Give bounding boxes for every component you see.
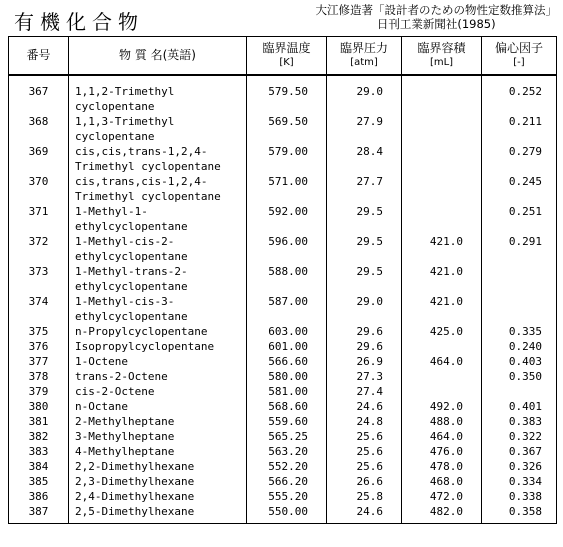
cell-pc: 25.6: [327, 429, 402, 444]
cell-no: 372: [9, 234, 69, 264]
cell-omega: 0.403: [482, 354, 557, 369]
table-row: [9, 144, 557, 174]
cell-omega: 0.326: [482, 459, 557, 474]
cell-no: 368: [9, 114, 69, 144]
table-header-row: [9, 37, 557, 76]
cell-tc: 569.50: [247, 114, 327, 144]
cell-pc: 25.8: [327, 489, 402, 504]
cell-name: [69, 414, 247, 429]
cell-pc: 29.5: [327, 204, 402, 234]
cell-pc: 27.4: [327, 384, 402, 399]
cell-no: 376: [9, 339, 69, 354]
header-omega: 偏心因子 [-]: [482, 37, 557, 76]
name-line: cis-2-Octene: [75, 385, 155, 398]
cell-omega: [482, 264, 557, 294]
properties-table: [8, 36, 557, 524]
cell-tc: 592.00: [247, 204, 327, 234]
header-tc: 臨界温度 [K]: [247, 37, 327, 76]
cell-pc: 27.9: [327, 114, 402, 144]
name-line: ethylcyclopentane: [75, 280, 188, 293]
cell-tc: 588.00: [247, 264, 327, 294]
cell-omega: 0.251: [482, 204, 557, 234]
cell-name: [69, 144, 247, 174]
name-line: 1,1,2-Trimethyl: [75, 85, 175, 98]
cell-vc: [402, 384, 482, 399]
cell-tc: 596.00: [247, 234, 327, 264]
table-row: [9, 429, 557, 444]
cell-pc: 29.0: [327, 75, 402, 114]
cell-vc: [402, 339, 482, 354]
cell-tc: 579.50: [247, 75, 327, 114]
cell-omega: 0.350: [482, 369, 557, 384]
cell-vc: 421.0: [402, 234, 482, 264]
table-row: [9, 324, 557, 339]
cell-no: 371: [9, 204, 69, 234]
name-line: 1,1,3-Trimethyl: [75, 115, 175, 128]
cell-vc: 464.0: [402, 354, 482, 369]
cell-tc: 566.60: [247, 354, 327, 369]
table-row: [9, 399, 557, 414]
name-line: 4-Methylheptane: [75, 445, 175, 458]
cell-omega: 0.252: [482, 75, 557, 114]
cell-vc: 492.0: [402, 399, 482, 414]
cell-name: [69, 75, 247, 114]
cell-vc: 421.0: [402, 264, 482, 294]
cell-tc: 550.00: [247, 504, 327, 524]
page-title: 有機化合物: [14, 10, 144, 34]
table-row: [9, 294, 557, 324]
name-line: 1-Methyl-1-: [75, 205, 148, 218]
cell-vc: 472.0: [402, 489, 482, 504]
cell-omega: 0.334: [482, 474, 557, 489]
cell-name: [69, 459, 247, 474]
cell-name: [69, 204, 247, 234]
cell-omega: 0.322: [482, 429, 557, 444]
header-name: 物 質 名(英語): [69, 37, 247, 76]
cell-name: [69, 369, 247, 384]
name-line: 3-Methylheptane: [75, 430, 175, 443]
name-line: 1-Methyl-trans-2-: [75, 265, 188, 278]
cell-name: [69, 474, 247, 489]
cell-omega: [482, 294, 557, 324]
name-line: 2,5-Dimethylhexane: [75, 505, 195, 518]
cell-no: 378: [9, 369, 69, 384]
cell-pc: 28.4: [327, 144, 402, 174]
table-row: [9, 204, 557, 234]
name-line: Isopropylcyclopentane: [75, 340, 215, 353]
table-row: [9, 504, 557, 524]
cell-omega: 0.279: [482, 144, 557, 174]
name-line: trans-2-Octene: [75, 370, 168, 383]
cell-tc: 552.20: [247, 459, 327, 474]
name-line: cyclopentane: [75, 100, 155, 113]
cell-pc: 25.6: [327, 444, 402, 459]
cell-name: [69, 384, 247, 399]
table-row: [9, 114, 557, 144]
header-no: 番号: [9, 37, 69, 76]
cell-pc: 27.3: [327, 369, 402, 384]
cell-vc: 468.0: [402, 474, 482, 489]
table-body: [9, 75, 557, 524]
table-row: [9, 75, 557, 114]
cell-omega: 0.358: [482, 504, 557, 524]
name-line: n-Propylcyclopentane: [75, 325, 208, 338]
cell-pc: 29.5: [327, 234, 402, 264]
cell-pc: 24.6: [327, 504, 402, 524]
cell-vc: 421.0: [402, 294, 482, 324]
cell-no: 373: [9, 264, 69, 294]
cell-tc: 566.20: [247, 474, 327, 489]
cell-vc: [402, 174, 482, 204]
cell-pc: 24.8: [327, 414, 402, 429]
cell-tc: 565.25: [247, 429, 327, 444]
cell-pc: 26.6: [327, 474, 402, 489]
table-row: [9, 414, 557, 429]
header-pc: 臨界圧力 [atm]: [327, 37, 402, 76]
cell-name: [69, 114, 247, 144]
cell-no: 377: [9, 354, 69, 369]
source-citation: [316, 3, 558, 31]
cell-no: 383: [9, 444, 69, 459]
cell-vc: 476.0: [402, 444, 482, 459]
cell-name: [69, 264, 247, 294]
cell-pc: 27.7: [327, 174, 402, 204]
cell-pc: 29.6: [327, 339, 402, 354]
cell-tc: 568.60: [247, 399, 327, 414]
cell-tc: 563.20: [247, 444, 327, 459]
cell-name: [69, 399, 247, 414]
cell-pc: 29.5: [327, 264, 402, 294]
cell-vc: 464.0: [402, 429, 482, 444]
cell-pc: 24.6: [327, 399, 402, 414]
cell-name: [69, 324, 247, 339]
cell-vc: 488.0: [402, 414, 482, 429]
cell-no: 367: [9, 75, 69, 114]
cell-no: 386: [9, 489, 69, 504]
header-vc: 臨界容積 [mL]: [402, 37, 482, 76]
table-row: [9, 444, 557, 459]
cell-omega: 0.245: [482, 174, 557, 204]
cell-omega: 0.338: [482, 489, 557, 504]
name-line: n-Octane: [75, 400, 128, 413]
cell-tc: 581.00: [247, 384, 327, 399]
name-line: cis,cis,trans-1,2,4-: [75, 145, 208, 158]
cell-tc: 587.00: [247, 294, 327, 324]
cell-vc: [402, 144, 482, 174]
cell-omega: 0.401: [482, 399, 557, 414]
cell-name: [69, 174, 247, 204]
table-row: [9, 234, 557, 264]
cell-tc: 555.20: [247, 489, 327, 504]
source-line-2: 日刊工業新聞社(1985): [376, 17, 496, 31]
name-line: Trimethyl cyclopentane: [75, 190, 221, 203]
cell-no: 385: [9, 474, 69, 489]
name-line: 2,3-Dimethylhexane: [75, 475, 195, 488]
cell-name: [69, 429, 247, 444]
name-line: cis,trans,cis-1,2,4-: [75, 175, 208, 188]
source-line-1: 大江修造著「設計者のための物性定数推算法」: [315, 3, 557, 17]
cell-no: 387: [9, 504, 69, 524]
cell-omega: [482, 384, 557, 399]
cell-no: 379: [9, 384, 69, 399]
cell-name: [69, 294, 247, 324]
name-line: ethylcyclopentane: [75, 250, 188, 263]
cell-tc: 580.00: [247, 369, 327, 384]
table-row: [9, 489, 557, 504]
name-line: 2,2-Dimethylhexane: [75, 460, 195, 473]
name-line: cyclopentane: [75, 130, 155, 143]
cell-omega: 0.211: [482, 114, 557, 144]
cell-pc: 29.6: [327, 324, 402, 339]
name-line: Trimethyl cyclopentane: [75, 160, 221, 173]
cell-tc: 571.00: [247, 174, 327, 204]
cell-omega: 0.291: [482, 234, 557, 264]
cell-name: [69, 504, 247, 524]
cell-pc: 25.6: [327, 459, 402, 474]
table-row: [9, 459, 557, 474]
table-row: [9, 264, 557, 294]
cell-no: 384: [9, 459, 69, 474]
cell-vc: [402, 75, 482, 114]
cell-omega: 0.240: [482, 339, 557, 354]
table-row: [9, 384, 557, 399]
cell-vc: 425.0: [402, 324, 482, 339]
table-row: [9, 339, 557, 354]
table-row: [9, 174, 557, 204]
cell-vc: [402, 204, 482, 234]
cell-no: 369: [9, 144, 69, 174]
cell-pc: 26.9: [327, 354, 402, 369]
cell-tc: 579.00: [247, 144, 327, 174]
name-line: ethylcyclopentane: [75, 220, 188, 233]
cell-omega: 0.335: [482, 324, 557, 339]
cell-vc: [402, 114, 482, 144]
name-line: 1-Methyl-cis-3-: [75, 295, 175, 308]
cell-tc: 559.60: [247, 414, 327, 429]
cell-tc: 603.00: [247, 324, 327, 339]
cell-name: [69, 339, 247, 354]
name-line: 1-Octene: [75, 355, 128, 368]
name-line: 1-Methyl-cis-2-: [75, 235, 175, 248]
name-line: ethylcyclopentane: [75, 310, 188, 323]
cell-pc: 29.0: [327, 294, 402, 324]
cell-tc: 601.00: [247, 339, 327, 354]
name-line: 2-Methylheptane: [75, 415, 175, 428]
cell-no: 382: [9, 429, 69, 444]
cell-no: 374: [9, 294, 69, 324]
cell-vc: 482.0: [402, 504, 482, 524]
cell-no: 370: [9, 174, 69, 204]
cell-no: 375: [9, 324, 69, 339]
cell-name: [69, 489, 247, 504]
table-row: [9, 354, 557, 369]
name-line: 2,4-Dimethylhexane: [75, 490, 195, 503]
table-row: [9, 369, 557, 384]
cell-name: [69, 234, 247, 264]
cell-name: [69, 354, 247, 369]
cell-no: 380: [9, 399, 69, 414]
cell-omega: 0.383: [482, 414, 557, 429]
cell-vc: [402, 369, 482, 384]
cell-name: [69, 444, 247, 459]
cell-no: 381: [9, 414, 69, 429]
table-row: [9, 474, 557, 489]
cell-omega: 0.367: [482, 444, 557, 459]
cell-vc: 478.0: [402, 459, 482, 474]
